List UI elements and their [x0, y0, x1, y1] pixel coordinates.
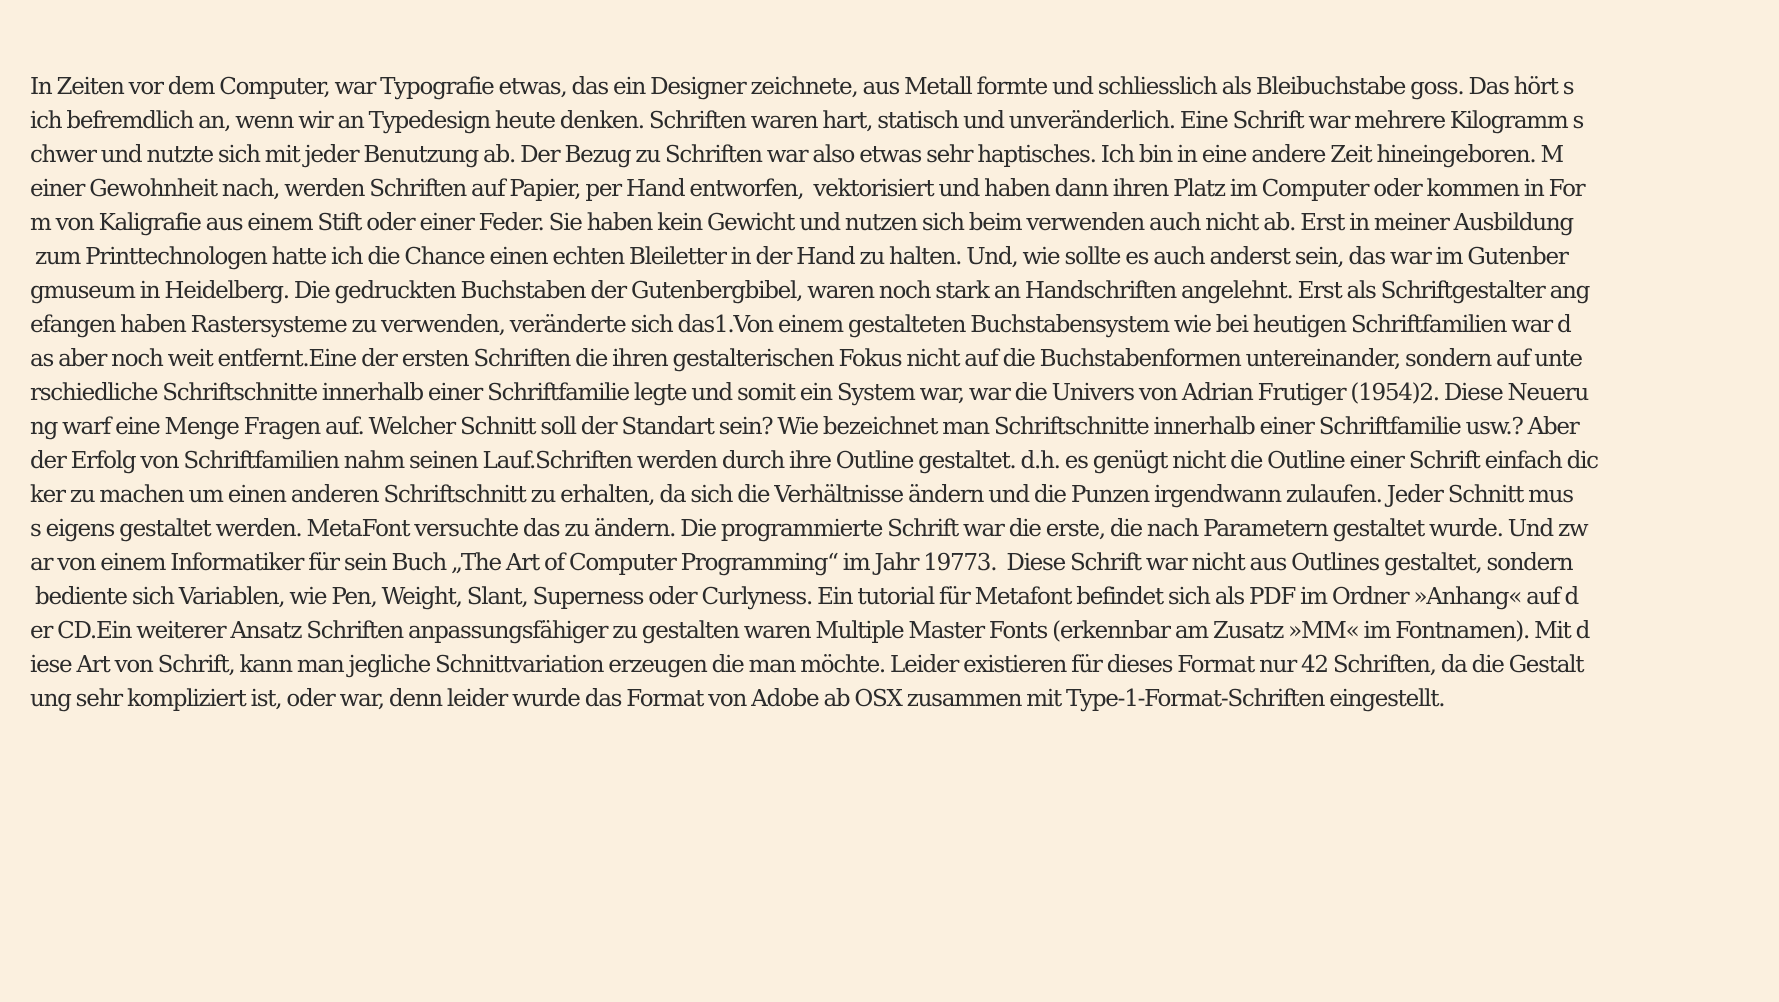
- text-line: bediente sich Variablen, wie Pen, Weight, Slant, Superness oder Curlyness. Ein tutorial für Metafont befindet sich als PDF im Ordner »Anhang« auf d: [30, 584, 1578, 610]
- text-line: iese Art von Schrift, kann man jegliche Schnittvariation erzeugen die man möchte. Leider existieren für dieses Format nur 42 Schriften, da die Gestalt: [30, 652, 1584, 678]
- text-line: gmuseum in Heidelberg. Die gedruckten Buchstaben der Gutenbergbibel, waren noch stark an Handschriften angelehnt. Erst als Schriftgestalter ang: [30, 278, 1590, 304]
- text-line: s eigens gestaltet werden. MetaFont versuchte das zu ändern. Die programmierte Schrift war die erste, die nach Parametern gestaltet wurde. Und zw: [30, 516, 1588, 542]
- text-line: ich befremdlich an, wenn wir an Typedesign heute denken. Schriften waren hart, statisch und unveränderlich. Eine Schrift war mehrere Kilogramm s: [30, 108, 1584, 134]
- body-text: [30, 70, 1752, 716]
- text-line: zum Printtechnologen hatte ich die Chance einen echten Bleiletter in der Hand zu halten. Und, wie sollte es auch anderst sein, das war im Gutenber: [30, 244, 1568, 270]
- text-line: er CD.Ein weiterer Ansatz Schriften anpassungsfähiger zu gestalten waren Multiple Master Fonts (erkennbar am Zusatz »MM« im Fontnamen). Mit d: [30, 618, 1590, 644]
- text-line: der Erfolg von Schriftfamilien nahm seinen Lauf.Schriften werden durch ihre Outline gestaltet. d.h. es genügt nicht die Outline einer Schrift einfach dic: [30, 448, 1598, 474]
- text-line: as aber noch weit entfernt.Eine der ersten Schriften die ihren gestalterischen Fokus nicht auf die Buchstabenformen untereinander, sondern auf unte: [30, 346, 1582, 372]
- text-line: ung sehr kompliziert ist, oder war, denn leider wurde das Format von Adobe ab OSX zusammen mit Type-1-Format-Schriften eingestellt.: [30, 686, 1445, 712]
- text-line: einer Gewohnheit nach, werden Schriften auf Papier, per Hand entworfen, vektorisiert und haben dann ihren Platz im Computer oder kommen in For: [30, 176, 1585, 202]
- text-line: rschiedliche Schriftschnitte innerhalb einer Schriftfamilie legte und somit ein System war, war die Univers von Adrian Frutiger (1954)2. Diese Neueru: [30, 380, 1588, 406]
- text-line: ker zu machen um einen anderen Schriftschnitt zu erhalten, da sich die Verhältnisse ändern und die Punzen irgendwann zulaufen. Jeder Schnitt mus: [30, 482, 1573, 508]
- text-line: m von Kaligrafie aus einem Stift oder einer Feder. Sie haben kein Gewicht und nutzen sich beim verwenden auch nicht ab. Erst in meiner Ausbildung: [30, 210, 1573, 236]
- text-line: chwer und nutzte sich mit jeder Benutzung ab. Der Bezug zu Schriften war also etwas sehr haptisches. Ich bin in eine andere Zeit hineingeboren. M: [30, 142, 1563, 168]
- text-line: In Zeiten vor dem Computer, war Typografie etwas, das ein Designer zeichnete, aus Metall formte und schliesslich als Bleibuchstabe goss. Das hört s: [30, 74, 1574, 100]
- text-line: ar von einem Informatiker für sein Buch „The Art of Computer Programming“ im Jahr 19773. Diese Schrift war nicht aus Outlines gestaltet, sondern: [30, 550, 1573, 576]
- text-line: efangen haben Rastersysteme zu verwenden, veränderte sich das1.Von einem gestalteten Buchstabensystem wie bei heutigen Schriftfamilien war d: [30, 312, 1571, 338]
- text-line: ng warf eine Menge Fragen auf. Welcher Schnitt soll der Standart sein? Wie bezeichnet man Schriftschnitte innerhalb einer Schriftfamilie usw.? Aber: [30, 414, 1579, 440]
